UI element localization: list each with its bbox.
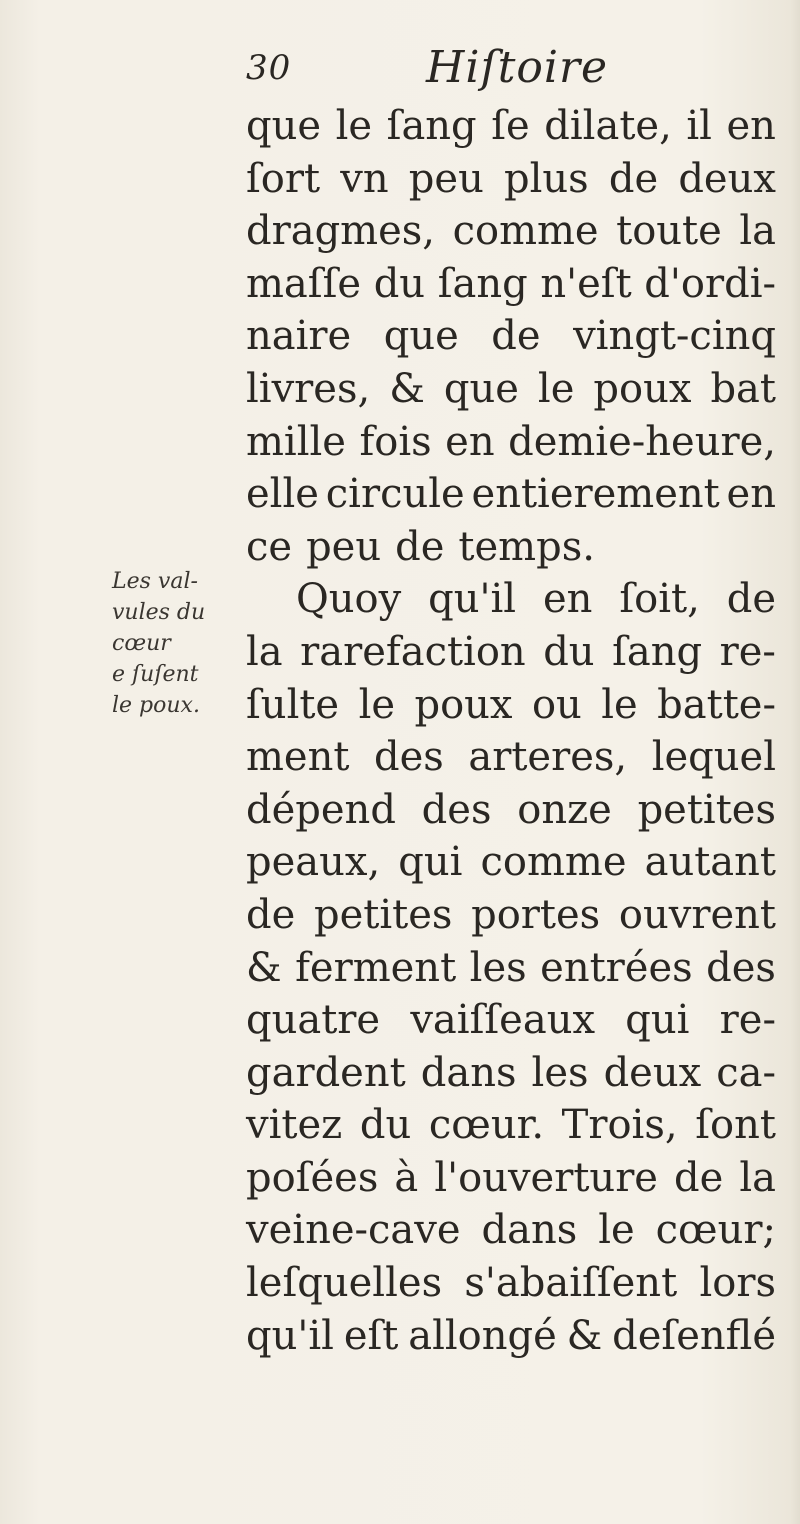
text-line: maſſe du ſang n'eſt d'ordi- <box>246 260 776 307</box>
text-line: que le ſang ſe dilate, il en <box>246 103 776 149</box>
text-line: naire que de vingt-cinq <box>246 313 776 360</box>
page-header <box>246 42 626 98</box>
text-line: & ferment les entrées des <box>246 944 776 991</box>
marginal-note-line: e ſuſent <box>112 662 199 687</box>
text-line: ſort vn peu plus de deux <box>246 155 776 202</box>
marginal-note-line: cœur <box>112 631 171 656</box>
text-line: dépend des onze petites <box>246 786 776 833</box>
text-line: la rarefaction du ſang re- <box>246 628 776 675</box>
text-line: ſulte le poux ou le batte- <box>246 681 776 728</box>
text-line: de petites portes ouvrent <box>246 891 776 938</box>
marginal-note-line: vules du <box>112 600 206 625</box>
text-line: veine-cave dans le cœur; <box>246 1207 776 1254</box>
marginal-note-line: Les val- <box>112 569 198 594</box>
text-line: leſquelles s'abaiſſent lors <box>246 1260 776 1307</box>
text-line: ment des arteres, lequel <box>246 734 776 781</box>
marginal-note-line: le poux. <box>112 693 200 718</box>
text-line: quatre vaiſſeaux qui re- <box>246 997 776 1044</box>
text-line: peaux, qui comme autant <box>246 839 776 886</box>
body-text <box>246 100 776 1362</box>
text-line: elle circule entierement en <box>246 471 776 518</box>
marginal-note <box>112 566 237 721</box>
text-line: gardent dans les deux ca- <box>246 1049 776 1096</box>
text-line: qu'il eſt allongé & deſenflé <box>246 1312 776 1359</box>
running-title: Hiſtoire <box>426 42 609 93</box>
text-line: vitez du cœur. Trois, ſont <box>246 1102 776 1149</box>
text-line: dragmes, comme toute la <box>246 208 776 255</box>
text-line: mille fois en demie-heure, <box>246 418 776 465</box>
text-line: Quoy qu'il en ſoit, de <box>296 576 776 623</box>
text-line: poſées à l'ouverture de la <box>246 1154 776 1201</box>
text-line: livres, & que le poux bat <box>246 365 776 412</box>
text-line: ce peu de temps. <box>246 523 595 570</box>
page-number: 30 <box>246 48 292 88</box>
